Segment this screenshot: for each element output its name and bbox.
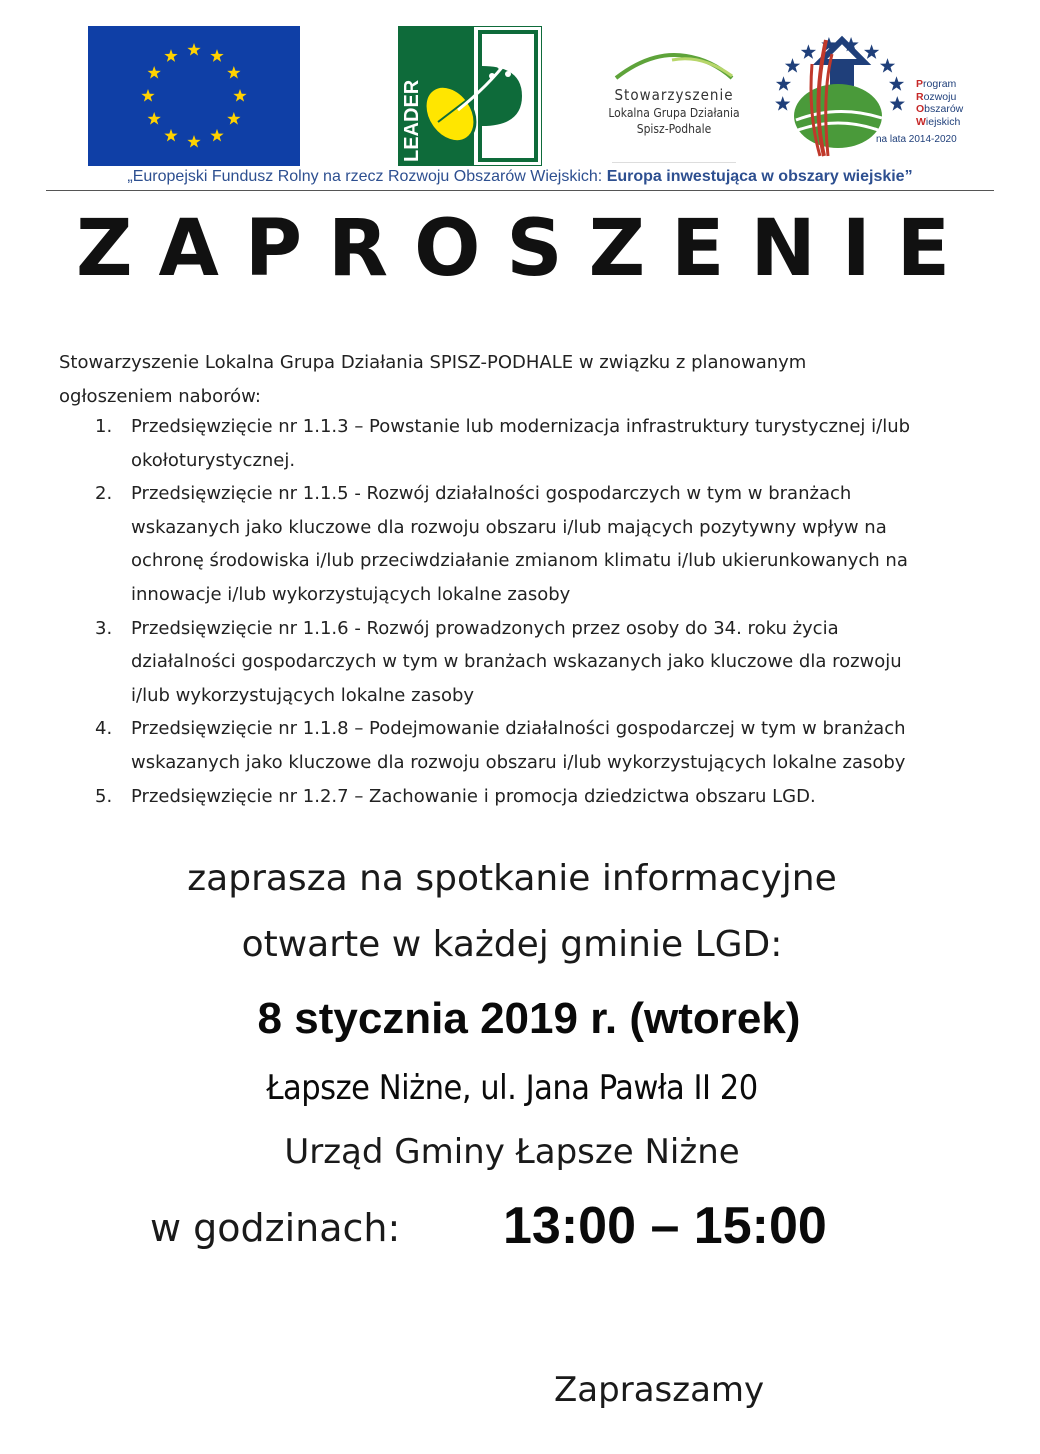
- list-item-line: Przedsięwzięcie nr 1.1.8 – Podejmowanie działalności gospodarczej w tym w branżach: [131, 718, 906, 740]
- list-item-line: i/lub wykorzystujących lokalne zasoby: [131, 684, 475, 706]
- closing-text: Zapraszamy: [554, 1370, 765, 1410]
- prow-star-icon: [775, 96, 790, 110]
- prow-star-icon: [889, 76, 904, 90]
- leader-logo-text: LEADER: [401, 79, 423, 162]
- list-item-line: innowacje i/lub wykorzystujących lokalne zasoby: [131, 583, 571, 605]
- list-item-number: 3.: [95, 617, 113, 639]
- intro-line: ogłoszeniem naborów:: [59, 385, 261, 407]
- list-item-line: Przedsięwzięcie nr 1.1.5 - Rozwój działalności gospodarczych w tym w branżach: [131, 483, 852, 505]
- prow-years: na lata 2014-2020: [876, 134, 957, 145]
- meeting-venue: Urząd Gminy Łapsze Niżne: [284, 1132, 740, 1172]
- intro-text: [59, 346, 959, 413]
- list-item: [59, 612, 979, 713]
- list-item-line: okołoturystycznej.: [131, 449, 296, 471]
- meeting-address: Łapsze Niżne, ul. Jana Pawła II 20: [266, 1068, 758, 1108]
- list-item-line: wskazanych jako kluczowe dla rozwoju obszaru i/lub mających pozytywny wpływ na: [131, 516, 887, 538]
- prow-star-icon: [880, 58, 895, 72]
- mountain-icon: [612, 48, 736, 84]
- lgd-logo-line3: Spisz-Podhale: [636, 122, 712, 136]
- prow-star-icon: [785, 58, 800, 72]
- header-divider: [46, 190, 994, 191]
- prow-logo-text: Program Rozwoju Obszarów Wiejskich: [916, 78, 964, 128]
- intro-line: Stowarzyszenie Lokalna Grupa Działania SPISZ-PODHALE w związku z planowanym: [59, 352, 807, 373]
- list-item-line: działalności gospodarczych w tym w branżach wskazanych jako kluczowe dla rozwoju: [131, 651, 902, 673]
- lgd-logo-line1: Stowarzyszenie: [614, 86, 734, 104]
- lgd-logo: [608, 48, 740, 166]
- list-item-line: ochronę środowiska i/lub przeciwdziałanie zmianom klimatu i/lub ukierunkowanych na: [131, 550, 908, 572]
- meeting-date: 8 stycznia 2019 r. (wtorek): [257, 994, 801, 1043]
- list-item-line: wskazanych jako kluczowe dla rozwoju obszaru i/lub wykorzystujących lokalne zasoby: [131, 751, 906, 773]
- eu-flag-logo: [88, 26, 300, 166]
- list-item-line: Przedsięwzięcie nr 1.1.3 – Powstanie lub modernizacja infrastruktury turystycznej i/lub: [131, 416, 911, 437]
- list-item-number: 4.: [95, 718, 113, 740]
- prow-star-icon: [776, 76, 791, 90]
- list-item-line: Przedsięwzięcie nr 1.1.6 - Rozwój prowadzonych przez osoby do 34. roku życia: [131, 617, 839, 639]
- list-item-line: Przedsięwzięcie nr 1.2.7 – Zachowanie i promocja dziedzictwa obszaru LGD.: [131, 785, 816, 807]
- fund-tagline: „Europejski Fundusz Rolny na rzecz Rozwoju Obszarów Wiejskich: Europa inwestująca w obszary wiejskie”: [127, 168, 913, 185]
- list-item-number: 2.: [95, 483, 113, 505]
- lgd-logo-line2: Lokalna Grupa Działania: [608, 106, 740, 120]
- invite-line-2: otwarte w każdej gminie LGD:: [241, 924, 783, 965]
- list-item-number: 1.: [95, 416, 113, 437]
- leader-logo: [398, 26, 542, 166]
- invite-line-1: zaprasza na spotkanie informacyjne: [187, 858, 837, 899]
- list-item: [59, 780, 979, 814]
- prow-star-icon: [864, 44, 879, 58]
- page-title: ZAPROSZENIE: [75, 204, 977, 294]
- list-item: [59, 410, 979, 477]
- list-item-number: 5.: [95, 785, 113, 807]
- hours-label: w godzinach:: [150, 1206, 401, 1250]
- list-item: [59, 712, 979, 779]
- project-list: [59, 410, 979, 813]
- list-item: [59, 477, 979, 611]
- prow-star-icon: [890, 96, 905, 110]
- prow-star-icon: [801, 44, 816, 58]
- meeting-hours: 13:00 – 15:00: [503, 1197, 827, 1255]
